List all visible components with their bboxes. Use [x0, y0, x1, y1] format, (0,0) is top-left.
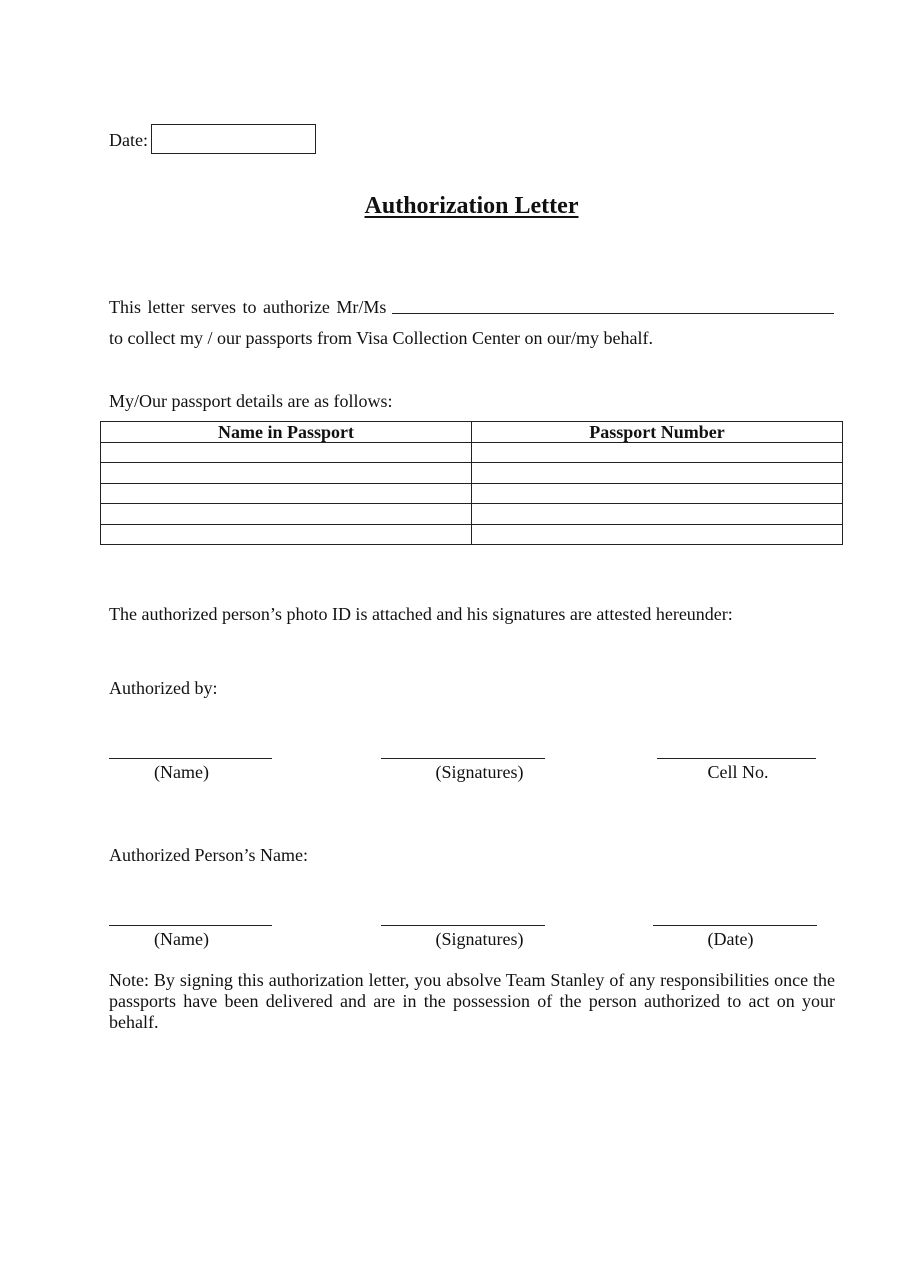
authorized-person-blank[interactable]: [392, 313, 834, 314]
authorizer-cell-line[interactable]: [657, 758, 816, 759]
passport-name-cell[interactable]: [101, 442, 472, 463]
letter-title: Authorization Letter: [364, 193, 579, 219]
passport-name-cell[interactable]: [101, 463, 472, 484]
authorizer-cell-caption: Cell No.: [707, 762, 769, 782]
passport-number-cell[interactable]: [472, 442, 843, 463]
table-row: [101, 524, 843, 545]
passport-name-cell[interactable]: [101, 483, 472, 504]
date-label: Date:: [109, 130, 148, 150]
passport-name-cell[interactable]: [101, 504, 472, 525]
authorizer-name-line[interactable]: [109, 758, 272, 759]
person-name-caption: (Name): [154, 929, 209, 949]
person-date-caption: (Date): [707, 929, 754, 949]
column-header-name: Name in Passport: [101, 422, 472, 443]
passport-number-cell[interactable]: [472, 504, 843, 525]
passport-number-cell[interactable]: [472, 463, 843, 484]
disclaimer-note: Note: By signing this authorization letter, you absolve Team Stanley of any responsibilities once the passports have been delivered and are in the possession of the person authorized to act on your behalf.: [109, 970, 835, 1032]
table-row: [101, 483, 843, 504]
passport-number-cell[interactable]: [472, 524, 843, 545]
date-field[interactable]: [151, 124, 316, 154]
table-row: [101, 442, 843, 463]
table-header-row: [101, 422, 843, 443]
passport-details-label: My/Our passport details are as follows:: [109, 391, 393, 411]
person-signature-line[interactable]: [381, 925, 545, 926]
column-header-number: Passport Number: [472, 422, 843, 443]
passport-table: [100, 421, 843, 545]
authorizer-name-caption: (Name): [154, 762, 209, 782]
authorizer-signature-caption: (Signatures): [435, 762, 524, 782]
intro-line-2: to collect my / our passports from Visa Collection Center on our/my behalf.: [109, 328, 653, 348]
authorized-person-label: Authorized Person’s Name:: [109, 845, 308, 865]
photo-id-statement: The authorized person’s photo ID is attached and his signatures are attested hereunder:: [109, 604, 733, 624]
authorized-by-label: Authorized by:: [109, 678, 218, 698]
person-name-line[interactable]: [109, 925, 272, 926]
table-row: [101, 504, 843, 525]
table-row: [101, 463, 843, 484]
intro-line-1: This letter serves to authorize Mr/Ms: [109, 297, 387, 317]
passport-number-cell[interactable]: [472, 483, 843, 504]
person-signature-caption: (Signatures): [435, 929, 524, 949]
passport-name-cell[interactable]: [101, 524, 472, 545]
person-date-line[interactable]: [653, 925, 817, 926]
authorizer-signature-line[interactable]: [381, 758, 545, 759]
